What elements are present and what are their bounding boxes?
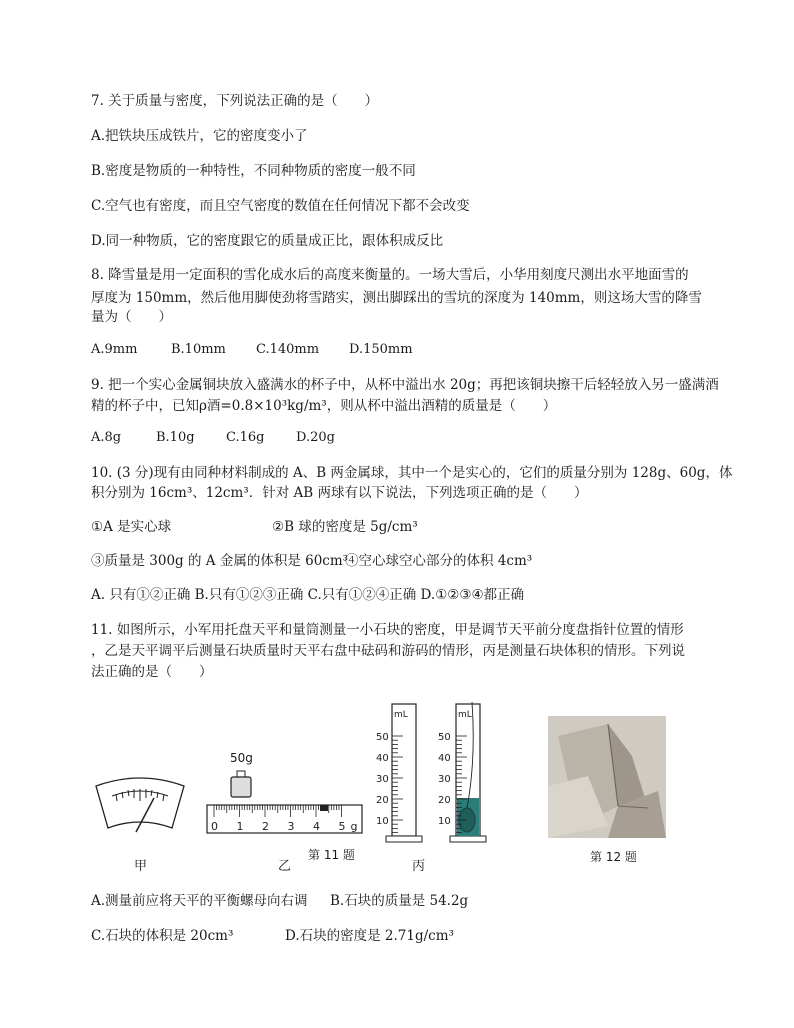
q9-stem-line2: 精的杯子中，已知ρ酒=0.8×10³kg/m³，则从杯中溢出酒精的质量是（ ）	[91, 398, 557, 414]
q7-option-a: A.把铁块压成铁片，它的密度变小了	[91, 128, 308, 144]
q10-stem-line2: 积分别为 16cm³、12cm³．针对 AB 两球有以下说法，下列选项正确的是（ ）	[91, 485, 588, 501]
q7-stem: 7. 关于质量与密度，下列说法正确的是（ ）	[91, 93, 379, 109]
q7-option-c: C.空气也有密度，而且空气密度的数值在任何情况下都不会改变	[91, 198, 470, 214]
rider-ruler-figure	[206, 804, 364, 834]
q9-option-b: B.10g	[156, 430, 195, 445]
q10-stem-line1: 10. (3 分)现有由同种材料制成的 A、B 两金属球，其中一个是实心的，它们的质量分别为 128g、60g，体	[91, 465, 733, 481]
cylinder-tick-label: 50	[376, 732, 389, 743]
q9-option-a: A.8g	[91, 430, 122, 445]
rider-marker	[320, 805, 328, 811]
ruler-tick-label: 1	[236, 820, 244, 833]
q8-option-b: B.10mm	[171, 342, 226, 357]
figure-label-yi: 乙	[278, 859, 292, 874]
caption-q11: 第 11 题	[308, 848, 355, 862]
ruler-unit-label: g	[350, 820, 358, 833]
cylinder-tick-label: 20	[376, 795, 389, 806]
q11-stem-line3: 法正确的是（ ）	[91, 664, 213, 680]
ruler-tick-label: 0	[211, 820, 218, 833]
q10-statement-4: ④空心球空心部分的体积 4cm³	[345, 553, 533, 569]
ruler-tick-label: 4	[313, 820, 320, 833]
q9-stem-line1: 9. 把一个实心金属铜块放入盛满水的杯子中，从杯中溢出水 20g；再把该铜块擦干后轻轻放入另一盛满酒	[91, 377, 719, 393]
q8-stem-line3: 量为（ ）	[91, 309, 172, 325]
cylinder-tick-label: 10	[438, 816, 451, 827]
cylinder-tick-label: 30	[376, 774, 389, 785]
q8-option-a: A.9mm	[91, 342, 138, 357]
q8-option-c: C.140mm	[256, 342, 320, 357]
ruler-tick-label: 5	[338, 820, 346, 833]
q10-statement-3: ③质量是 300g 的 A 金属的体积是 60cm³	[91, 553, 349, 569]
ruler-tick-label: 3	[287, 820, 295, 833]
q9-option-d: D.20g	[296, 430, 335, 445]
q11-option-d: D.石块的密度是 2.71g/cm³	[285, 928, 454, 944]
q7-option-b: B.密度是物质的一种特性，不同种物质的密度一般不同	[91, 163, 416, 179]
q8-option-d: D.150mm	[349, 342, 413, 357]
cylinder-tick-label: 30	[438, 774, 451, 785]
q11-stem-line1: 11. 如图所示，小军用托盘天平和量筒测量一小石块的密度，甲是调节天平前分度盘指针位置的情形	[91, 622, 684, 638]
weight-label: 50g	[230, 751, 253, 765]
q11-stem-line2: ，乙是天平调平后测量石块质量时天平右盘中砝码和游码的情形，丙是测量石块体积的情形。下列说	[91, 643, 685, 659]
q10-statement-2: ②B 球的密度是 5g/cm³	[272, 519, 418, 535]
figure-label-jia: 甲	[134, 859, 148, 874]
cylinder-unit-right: mL	[458, 710, 472, 720]
weight-50g-icon	[228, 770, 254, 800]
q9-option-c: C.16g	[226, 430, 265, 445]
q11-option-c: C.石块的体积是 20cm³	[91, 928, 234, 944]
cylinder-tick-label: 10	[376, 816, 389, 827]
q8-stem-line2: 厚度为 150mm，然后他用脚使劲将雪踏实，测出脚踩出的雪坑的深度为 140mm，则这场大雪的降雪	[91, 290, 702, 306]
cylinder-tick-label: 20	[438, 795, 451, 806]
q12-photo	[548, 716, 666, 838]
balance-dial-figure	[92, 772, 188, 836]
cylinder-tick-label: 50	[438, 732, 451, 743]
q11-option-a: A.测量前应将天平的平衡螺母向右调	[91, 893, 308, 909]
q7-option-d: D.同一种物质，它的密度跟它的质量成正比，跟体积成反比	[91, 233, 444, 249]
cylinder-unit-left: mL	[394, 710, 408, 720]
q11-option-b: B.石块的质量是 54.2g	[330, 893, 469, 909]
q10-options: A. 只有①②正确 B.只有①②③正确 C.只有①②④正确 D.①②③④都正确	[91, 587, 525, 603]
cylinder-tick-label: 40	[376, 753, 389, 764]
figure-label-bing: 丙	[412, 859, 426, 874]
caption-q12: 第 12 题	[590, 850, 637, 864]
q8-stem-line1: 8. 降雪量是用一定面积的雪化成水后的高度来衡量的。一场大雪后，小华用刻度尺测出水平地面雪的	[91, 267, 689, 283]
ruler-tick-label: 2	[262, 820, 269, 833]
cylinder-tick-label: 40	[438, 753, 451, 764]
measuring-cylinders-figure	[372, 700, 496, 850]
q10-statement-1: ①A 是实心球	[91, 519, 172, 535]
